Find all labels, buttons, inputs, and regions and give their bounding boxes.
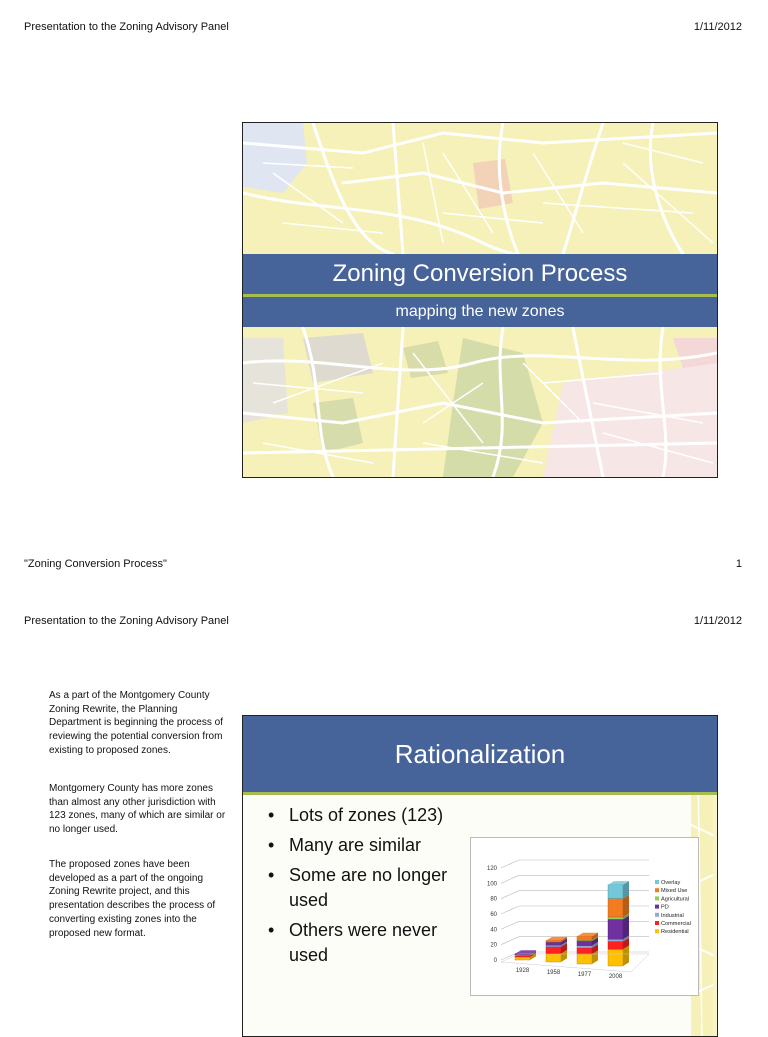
bar-segment bbox=[546, 941, 561, 943]
slide-body bbox=[243, 795, 713, 1037]
legend-label: Overlay bbox=[661, 880, 681, 886]
zones-chart bbox=[470, 837, 699, 996]
legend-swatch bbox=[655, 888, 659, 892]
slide-title: Rationalization bbox=[243, 716, 717, 792]
bullet-item: • Some are no longer used bbox=[253, 863, 473, 913]
legend-label: PD bbox=[661, 904, 669, 911]
bar-segment bbox=[515, 955, 530, 957]
bar-segment bbox=[546, 954, 561, 962]
page1-page-number: 1 bbox=[735, 558, 742, 570]
y-tick-label: 100 bbox=[486, 881, 497, 888]
speaker-note-3: The proposed zones have been developed as a part of the ongoing Zoning Rewrite project, and this presentation describes the process of converting existing zones into the proposed new format. bbox=[49, 859, 216, 939]
y-tick-label: 60 bbox=[490, 912, 497, 918]
bar-segment bbox=[608, 917, 623, 919]
bar-segment bbox=[546, 947, 561, 954]
gridline-side bbox=[501, 891, 519, 899]
bar-segment bbox=[577, 954, 592, 964]
legend-swatch bbox=[655, 880, 659, 884]
bar-segment bbox=[546, 942, 561, 945]
y-tick-label: 40 bbox=[490, 927, 497, 934]
page1-header-left: Presentation to the Zoning Advisory Panel bbox=[24, 21, 229, 33]
legend-swatch bbox=[655, 896, 659, 900]
bullet-item: • Many are similar bbox=[253, 833, 473, 858]
bar-segment bbox=[577, 948, 592, 954]
speaker-note-1: As a part of the Montgomery County Zoning Rewrite, the Planning Department is beginning the process of reviewing the potential conversion from existing to proposed zones. bbox=[49, 690, 223, 756]
bar-segment bbox=[577, 946, 592, 948]
speaker-note-2: Montgomery County has more zones than almost any other jurisdiction with 123 zones, many of which are similar or no longer used. bbox=[49, 783, 226, 836]
zones-chart-svg bbox=[471, 838, 698, 995]
bullet-list bbox=[253, 803, 473, 973]
gridline-side bbox=[501, 860, 519, 868]
bar-segment bbox=[608, 939, 623, 941]
rationalization-slide bbox=[242, 715, 718, 1037]
page1-header-date: 1/11/2012 bbox=[693, 21, 742, 33]
x-tick-label: 2008 bbox=[608, 974, 623, 980]
legend-swatch bbox=[655, 913, 659, 917]
bar-segment-side bbox=[623, 895, 629, 917]
y-tick-label: 80 bbox=[490, 896, 497, 903]
gridline-side bbox=[501, 921, 519, 929]
slide-subtitle: mapping the new zones bbox=[243, 297, 717, 327]
page1-footer-left: "Zoning Conversion Process" bbox=[24, 558, 167, 570]
title-slide bbox=[242, 122, 718, 478]
y-tick-label: 20 bbox=[490, 942, 497, 949]
legend-label: Commercial bbox=[661, 921, 691, 927]
legend-swatch bbox=[655, 929, 659, 933]
y-tick-label: 0 bbox=[493, 958, 497, 964]
bar-segment bbox=[577, 941, 592, 946]
x-tick-label: 1958 bbox=[546, 970, 561, 976]
page2-header-date: 1/11/2012 bbox=[693, 615, 742, 627]
bar-segment bbox=[515, 957, 530, 960]
bar-segment bbox=[608, 919, 623, 939]
gridline-side bbox=[501, 937, 519, 945]
legend-label: Agricultural bbox=[661, 896, 689, 903]
bullet-item: • Lots of zones (123) bbox=[253, 803, 473, 828]
x-tick-label: 1928 bbox=[515, 968, 530, 974]
legend-swatch bbox=[655, 921, 659, 925]
bar-segment-side bbox=[623, 916, 629, 940]
y-tick-label: 120 bbox=[486, 866, 497, 872]
bar-segment bbox=[546, 945, 561, 947]
bar-segment bbox=[577, 936, 592, 940]
slide-title: Zoning Conversion Process bbox=[243, 254, 717, 294]
legend-label: Residential bbox=[661, 929, 689, 936]
gridline-side bbox=[501, 906, 519, 914]
bar-segment bbox=[608, 899, 623, 917]
legend-swatch bbox=[655, 905, 659, 909]
legend-label: Mixed Use bbox=[661, 888, 688, 895]
bar-segment bbox=[608, 885, 623, 899]
bar-segment bbox=[608, 949, 623, 966]
gridline-side bbox=[501, 875, 519, 883]
x-tick-label: 1977 bbox=[577, 972, 592, 978]
bar-segment-side bbox=[623, 946, 629, 966]
page2-header-left: Presentation to the Zoning Advisory Panel bbox=[24, 615, 229, 627]
bar-segment bbox=[608, 941, 623, 949]
legend-label: Industrial bbox=[661, 912, 684, 919]
bullet-item: • Others were never used bbox=[253, 918, 473, 968]
